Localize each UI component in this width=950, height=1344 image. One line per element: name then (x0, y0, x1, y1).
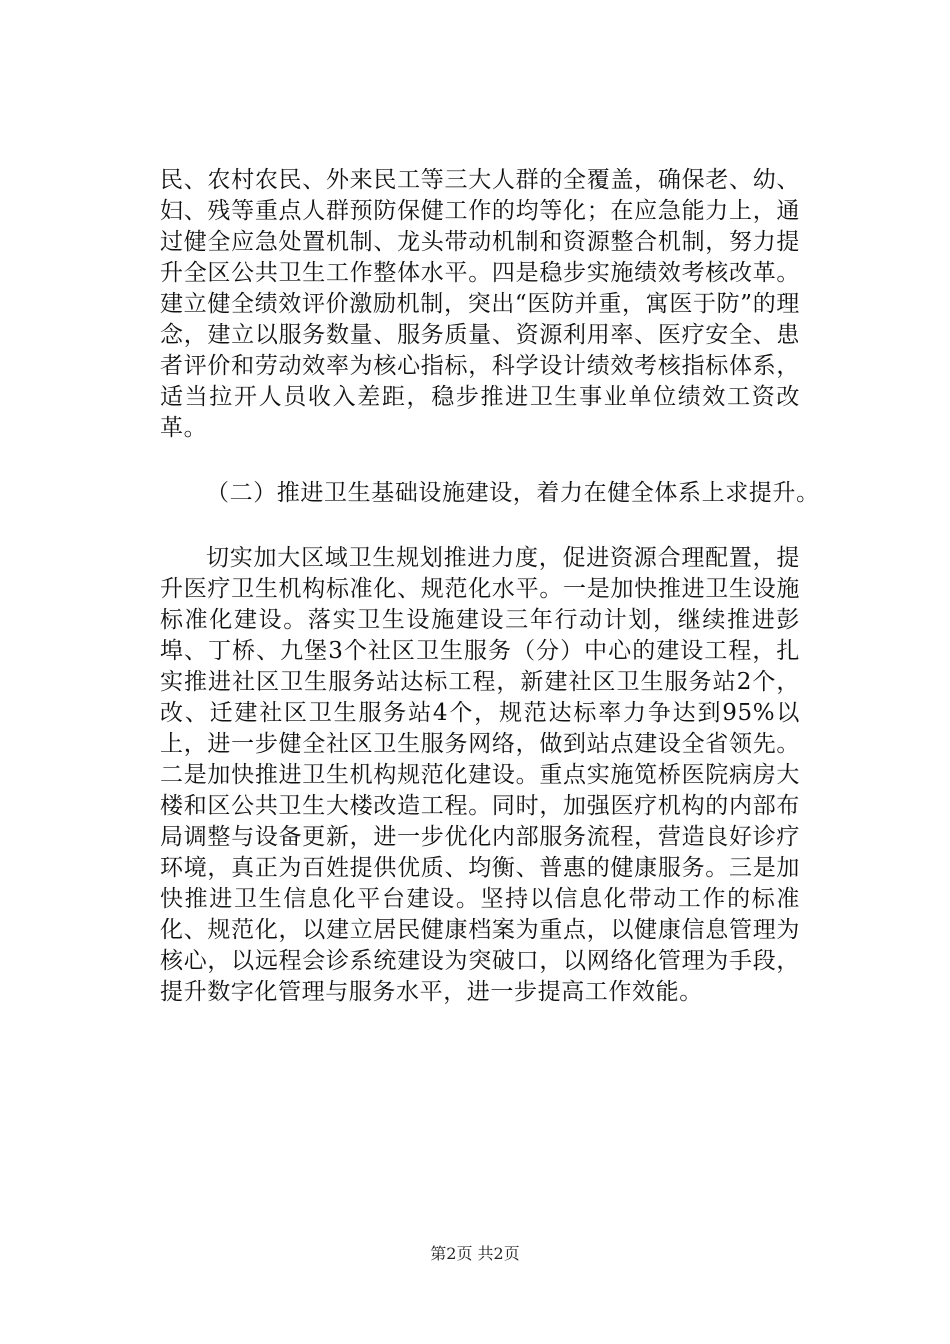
section-heading: （二）推进卫生基础设施建设，着力在健全体系上求提升。 (206, 480, 820, 506)
document-body (160, 165, 820, 1008)
body-paragraph: 切实加大区域卫生规划推进力度，促进资源合理配置，提升医疗卫生机构标准化、规范化水平。一是加快推进卫生设施标准化建设。落实卫生设施建设三年行动计划，继续推进彭埠、丁桥、九堡3个社区卫生服务（分）中心的建设工程，扎实推进社区卫生服务站达标工程，新建社区卫生服务站2个，改、迁建社区卫生服务站4个，规范达标率力争达到95%以上，进一步健全社区卫生服务网络，做到站点建设全省领先。二是加快推进卫生机构规范化建设。重点实施笕桥医院病房大楼和区公共卫生大楼改造工程。同时，加强医疗机构的内部布局调整与设备更新，进一步优化内部服务流程，营造良好诊疗环境，真正为百姓提供优质、均衡、普惠的健康服务。三是加快推进卫生信息化平台建设。坚持以信息化带动工作的标准化、规范化，以建立居民健康档案为重点，以健康信息管理为核心，以远程会诊系统建设为突破口，以网络化管理为手段，提升数字化管理与服务水平，进一步提高工作效能。 (160, 545, 800, 1005)
page-footer: 第2页 共2页 (430, 1244, 520, 1263)
continued-paragraph: 民、农村农民、外来民工等三大人群的全覆盖，确保老、幼、妇、残等重点人群预防保健工作的均等化；在应急能力上，通过健全应急处置机制、龙头带动机制和资源整合机制，努力提升全区公共卫生工作整体水平。四是稳步实施绩效考核改革。建立健全绩效评价激励机制，突出“医防并重，寓医于防”的理念，建立以服务数量、服务质量、资源利用率、医疗安全、患者评价和劳动效率为核心指标，科学设计绩效考核指标体系，适当拉开人员收入差距，稳步推进卫生事业单位绩效工资改革。 (160, 167, 800, 441)
